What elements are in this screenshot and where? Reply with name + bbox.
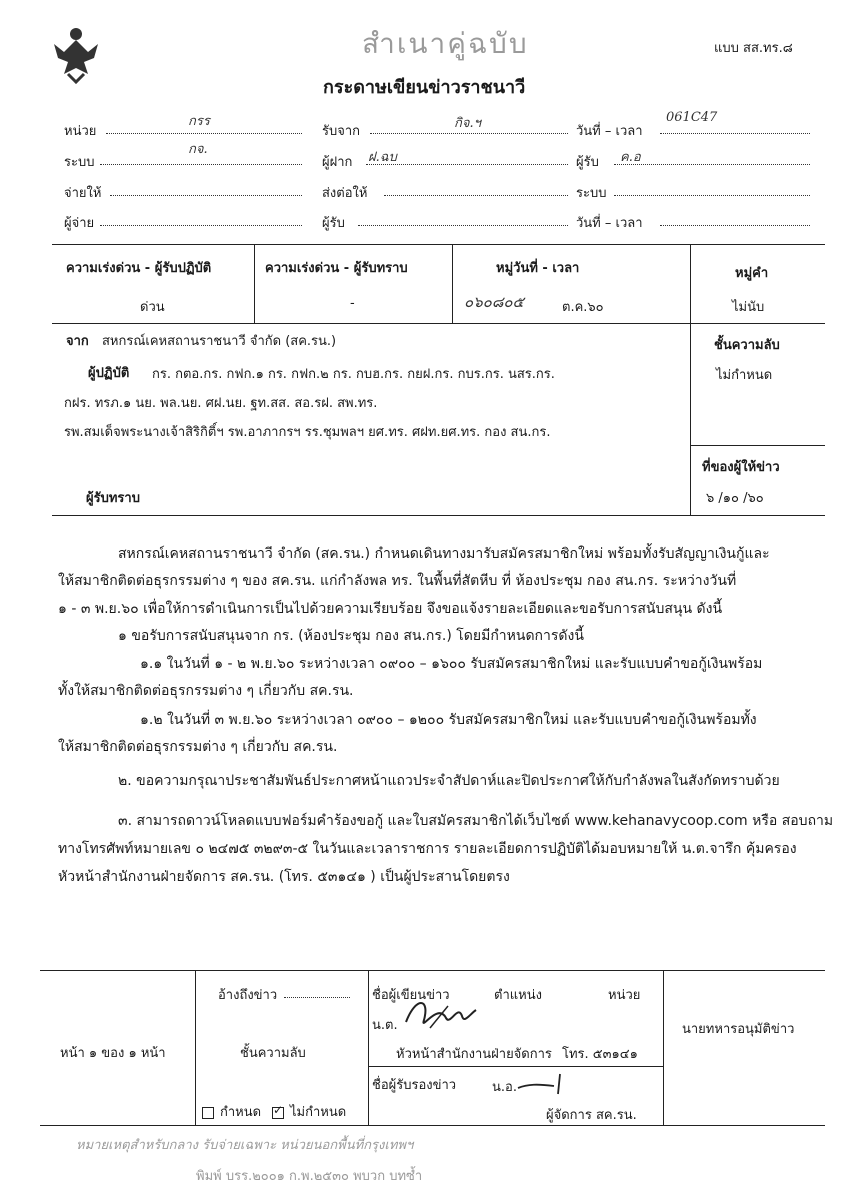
- action-line-1: กร. กตอ.กร. กฟก.๑ กร. กฟก.๒ กร. กบฮ.กร. กยฝ.กร. กบร.กร. นสร.กร.: [152, 367, 555, 382]
- system2-label: ระบบ: [576, 186, 607, 201]
- certifier-signature: [514, 1072, 574, 1096]
- footer-unit-label: หน่วย: [608, 988, 641, 1003]
- receiver-label: ผู้รับ: [576, 155, 599, 170]
- table-right-col-divider: [690, 244, 691, 515]
- footer-sig-divider: [368, 1066, 663, 1067]
- opt-defined-label: กำหนด: [220, 1105, 262, 1120]
- approver-label: นายทหารอนุมัติข่าว: [682, 1022, 795, 1037]
- checkbox-defined[interactable]: [202, 1107, 214, 1119]
- receiver2-line: [358, 224, 568, 226]
- header-dtg: หมู่วันที่ - เวลา: [496, 261, 580, 276]
- footer-col-divider-1: [195, 970, 196, 1125]
- table-bottom-border: [52, 515, 825, 516]
- value-urgency-action: ด่วน: [140, 300, 165, 315]
- class-option-defined[interactable]: [202, 1101, 261, 1122]
- body-p1-line-3: ๑ - ๓ พ.ย.๖๐ เพื่อให้การดำเนินการเป็นไปด้วยความเรียบร้อย จึงขอแจ้งรายละเอียดและขอรับการสนับสนุน ดังนี้: [58, 601, 723, 617]
- from-label: จาก: [66, 334, 89, 349]
- footer-col-divider-2: [368, 970, 369, 1125]
- position-label: ตำแหน่ง: [494, 988, 542, 1003]
- form-code: แบบ สส.ทร.๘: [714, 41, 793, 56]
- datetime-line: [660, 132, 810, 134]
- value-dtg-month: ต.ค.๖๐: [562, 300, 604, 315]
- paid-to-line: [110, 194, 302, 196]
- ref-label: อ้างถึงข่าว: [218, 988, 278, 1003]
- body-p1-line-1: สหกรณ์เคหสถานราชนาวี จำกัด (สค.รน.) กำหนดเดินทางมารับสมัครสมาชิกใหม่ พร้อมทั้งรับสัญญาเงินกู้และ: [118, 546, 770, 562]
- table-header-divider: [52, 323, 825, 324]
- receiver-value: ค.อ: [620, 150, 641, 165]
- receiver2-label: ผู้รับ: [322, 216, 345, 231]
- opt-undefined-label: ไม่กำหนด: [290, 1105, 347, 1120]
- receiver-line: [614, 163, 810, 165]
- deposited-by-label: ผู้ฝาก: [322, 155, 353, 170]
- unit-value: กรร: [188, 114, 210, 129]
- received-from-label: รับจาก: [322, 124, 361, 139]
- footer-note: หมายเหตุสำหรับกลาง รับจ่ายเฉพาะ หน่วยนอกพื้นที่กรุงเทพฯ: [76, 1138, 414, 1153]
- writer-label: ชื่อผู้เขียนข่าว: [372, 988, 450, 1003]
- system-line: [100, 163, 302, 165]
- table-col-divider-1: [254, 244, 255, 323]
- datetime-value: 061C47: [666, 110, 718, 125]
- originator-value: ๖ /๑๐ /๖๐: [706, 491, 764, 506]
- writer-rank: น.ต.: [372, 1018, 398, 1033]
- action-line-3: รพ.สมเด็จพระนางเจ้าสิริกิติ์ฯ รพ.อาภากรฯ รร.ชุมพลฯ ยศ.ทร. ศฝท.ยศ.ทร. กอง สน.กร.: [64, 425, 551, 440]
- body-p1-line-2: ให้สมาชิกติดต่อธุรกรรมต่าง ๆ ของ สค.รน. แก่กำลังพล ทร. ในพื้นที่สัตหีบ ที่ ห้องประชุม กอง สน.กร. ระหว่างวันที่: [58, 573, 737, 589]
- action-label: ผู้ปฏิบัติ: [88, 366, 130, 381]
- datetime2-label: วันที่ – เวลา: [576, 216, 643, 231]
- certifier-label: ชื่อผู้รับรองข่าว: [372, 1078, 457, 1093]
- payer-label: ผู้จ่าย: [64, 216, 95, 231]
- body-p6-line-2: ทางโทรศัพท์หมายเลข ๐ ๒๔๗๕ ๓๒๙๓-๕ ในวันและเวลาราชการ รายละเอียดการปฏิบัติได้มอบหมายให้ น.ต.จารึก คุ้มครอง: [58, 841, 797, 857]
- classification-value: ไม่กำหนด: [716, 368, 773, 383]
- body-p5: ๒. ขอความกรุณาประชาสัมพันธ์ประกาศหน้าแถวประจำสัปดาห์และปิดประกาศให้กับกำลังพลในสังกัดทราบด้วย: [118, 773, 780, 789]
- value-urgency-info: -: [350, 296, 355, 311]
- header-groups: หมู่คำ: [735, 266, 769, 281]
- originator-divider: [690, 445, 825, 446]
- footer-col-divider-3: [663, 970, 664, 1125]
- unit-line: [106, 132, 302, 134]
- body-p4-line-1: ๑.๒ ในวันที่ ๓ พ.ย.๖๐ ระหว่างเวลา ๐๙๐๐ – ๑๒๐๐ รับสมัครสมาชิกใหม่ และรับแบบคำขอกู้เงินพร้อมทั้ง: [140, 712, 757, 728]
- from-value: สหกรณ์เคหสถานราชนาวี จำกัด (สค.รน.): [102, 334, 337, 349]
- received-from-value: กิจ.ฯ: [454, 116, 481, 131]
- classification-header: ชั้นความลับ: [714, 338, 780, 353]
- body-p4-line-2: ให้สมาชิกติดต่อธุรกรรมต่าง ๆ เกี่ยวกับ สค.รน.: [58, 739, 338, 755]
- footer-class-label: ชั้นความลับ: [240, 1046, 306, 1061]
- page-number: หน้า ๑ ของ ๑ หน้า: [60, 1046, 166, 1061]
- certifier-rank: น.อ.: [492, 1080, 517, 1095]
- body-p3-line-2: ทั้งให้สมาชิกติดต่อธุรกรรมต่าง ๆ เกี่ยวกับ สค.รน.: [58, 683, 354, 699]
- body-p3-line-1: ๑.๑ ในวันที่ ๑ - ๒ พ.ย.๖๐ ระหว่างเวลา ๐๙๐๐ – ๑๖๐๐ รับสมัครสมาชิกใหม่ และรับแบบคำขอกู้เงินพร้อม: [140, 656, 763, 672]
- class-option-undefined[interactable]: [272, 1101, 346, 1122]
- paid-to-label: จ่ายให้: [64, 186, 102, 201]
- datetime2-line: [660, 224, 810, 226]
- table-top-border: [52, 244, 825, 245]
- info-label: ผู้รับทราบ: [86, 491, 140, 506]
- payer-line: [100, 224, 302, 226]
- writer-signature: [400, 992, 480, 1038]
- header-urgency-info: ความเร่งด่วน - ผู้รับทราบ: [265, 261, 408, 276]
- forwarded-to-line: [384, 194, 568, 196]
- originator-header: ที่ของผู้ให้ข่าว: [702, 460, 780, 475]
- writer-tel: โทร. ๕๓๑๔๑: [562, 1047, 638, 1062]
- value-dtg-handwritten: ๐๖๐๘๐๕: [464, 293, 524, 311]
- header-urgency-action: ความเร่งด่วน - ผู้รับปฏิบัติ: [66, 261, 212, 276]
- footer-top-border: [40, 970, 825, 971]
- certifier-position: ผู้จัดการ สค.รน.: [546, 1108, 637, 1123]
- checkbox-undefined[interactable]: [272, 1107, 284, 1119]
- body-p6-line-3: หัวหน้าสำนักงานฝ่ายจัดการ สค.รน. (โทร. ๕๓๑๔๑ ) เป็นผู้ประสานโดยตรง: [58, 869, 510, 885]
- garuda-emblem: [50, 22, 102, 86]
- form-title: กระดาษเขียนข่าวราชนาวี: [323, 77, 526, 98]
- body-p2: ๑ ขอรับการสนับสนุนจาก กร. (ห้องประชุม กอง สน.กร.) โดยมีกำหนดการดังนี้: [118, 628, 584, 644]
- action-line-2: กฝร. ทรภ.๑ นย. พล.นย. ศฝ.นย. ฐท.สส. สอ.รฝ. สพ.ทร.: [64, 396, 378, 411]
- writer-position: หัวหน้าสำนักงานฝ่ายจัดการ: [396, 1047, 552, 1062]
- unit-label: หน่วย: [64, 124, 97, 139]
- table-col-divider-2: [452, 244, 453, 323]
- datetime-label: วันที่ – เวลา: [576, 124, 643, 139]
- system-value: กจ.: [188, 142, 208, 157]
- forwarded-to-label: ส่งต่อให้: [322, 186, 368, 201]
- system2-line: [614, 194, 810, 196]
- ref-line: [284, 996, 350, 998]
- system-label: ระบบ: [64, 155, 95, 170]
- stamp-copy: สำเนาคู่ฉบับ: [362, 27, 529, 60]
- footer-bottom-border: [40, 1125, 825, 1126]
- deposited-by-value: ฝ.ฉบ: [368, 150, 397, 165]
- body-p6-line-1: ๓. สามารถดาวน์โหลดแบบฟอร์มคำร้องขอกู้ และใบสมัครสมาชิกได้เว็บไซต์ www.kehanavycoop.com หรือ สอบถาม: [118, 813, 834, 829]
- footer-form-number: พิมพ์ บรร.๒๐๐๑ ก.พ.๒๕๓๐ พบวก บทซ้ำ: [196, 1169, 423, 1184]
- value-groups: ไม่นับ: [732, 300, 765, 315]
